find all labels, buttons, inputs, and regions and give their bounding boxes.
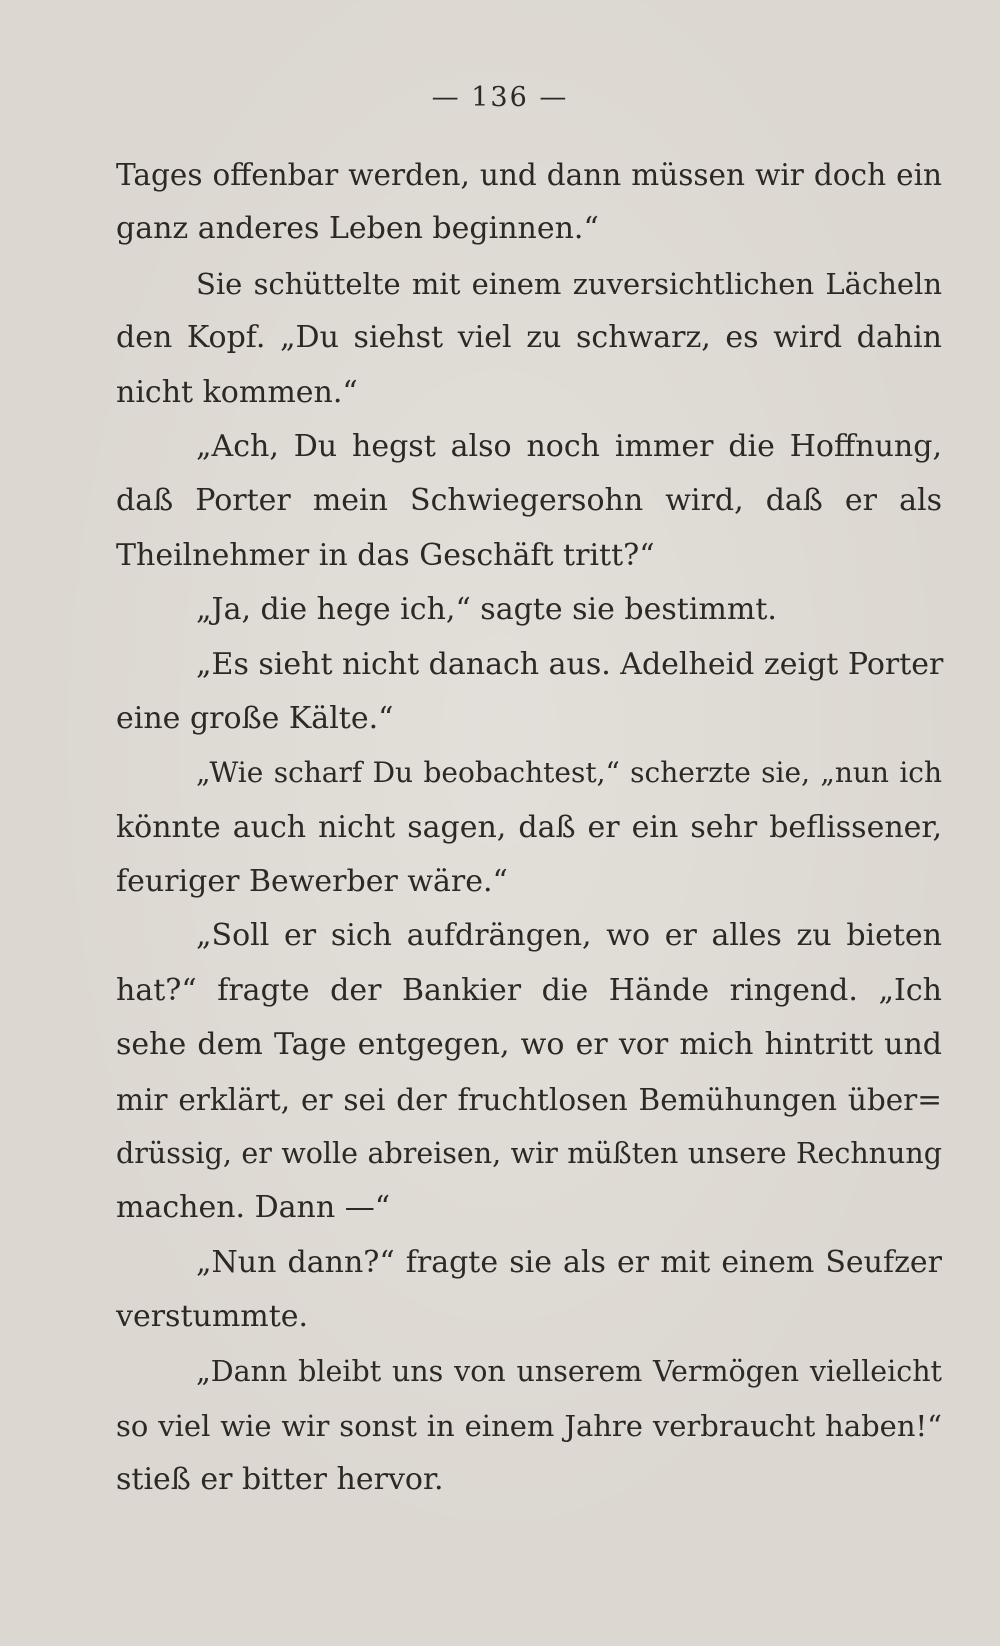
text-line: Theilnehmer in das Geschäft tritt?“ xyxy=(116,537,655,573)
text-line: eine große Kälte.“ xyxy=(116,700,394,736)
text-line: nicht kommen.“ xyxy=(116,374,358,410)
text-line: so viel wie wir sonst in einem Jahre verbraucht haben!“ xyxy=(116,1408,942,1443)
text-line: mir erklärt, er sei der fruchtlosen Bemühungen über= xyxy=(116,1082,942,1117)
text-line: Tages offenbar werden, und dann müssen wir doch ein xyxy=(116,158,942,192)
text-line: „Soll er sich aufdrängen, wo er alles zu bieten xyxy=(196,918,942,954)
text-line: machen. Dann —“ xyxy=(116,1190,391,1226)
body-text xyxy=(116,148,942,1508)
text-line: „Nun dann?“ fragte sie als er mit einem Seufzer xyxy=(196,1244,942,1280)
text-line: drüssig, er wolle abreisen, wir müßten unsere Rechnung xyxy=(116,1137,942,1171)
text-line: feuriger Bewerber wäre.“ xyxy=(116,864,508,900)
text-line: ganz anderes Leben beginnen.“ xyxy=(116,211,599,247)
page-number: — 136 — xyxy=(431,82,569,113)
text-line: sehe dem Tage entgegen, wo er vor mich hintritt und xyxy=(116,1027,942,1063)
text-line: „Ja, die hege ich,“ sagte sie bestimmt. xyxy=(196,592,777,628)
text-line: stieß er bitter hervor. xyxy=(116,1462,444,1498)
text-line: könnte auch nicht sagen, daß er ein sehr beflissener, xyxy=(116,809,942,845)
text-line: den Kopf. „Du siehst viel zu schwarz, es wird dahin xyxy=(116,320,942,356)
text-line: hat?“ fragte der Bankier die Hände ringend. „Ich xyxy=(116,972,942,1008)
text-line: verstummte. xyxy=(116,1299,309,1335)
text-line: Sie schüttelte mit einem zuversichtlichen Lächeln xyxy=(196,266,942,301)
text-line: „Wie scharf Du beobachtest,“ scherzte sie, „nun ich xyxy=(196,756,942,790)
text-line: „Ach, Du hegst also noch immer die Hoffnung, xyxy=(196,428,942,464)
text-line: daß Porter mein Schwiegersohn wird, daß er als xyxy=(116,483,942,519)
text-line: „Dann bleibt uns von unserem Vermögen vielleicht xyxy=(196,1354,942,1388)
text-line: „Es sieht nicht danach aus. Adelheid zeigt Porter xyxy=(196,646,944,682)
